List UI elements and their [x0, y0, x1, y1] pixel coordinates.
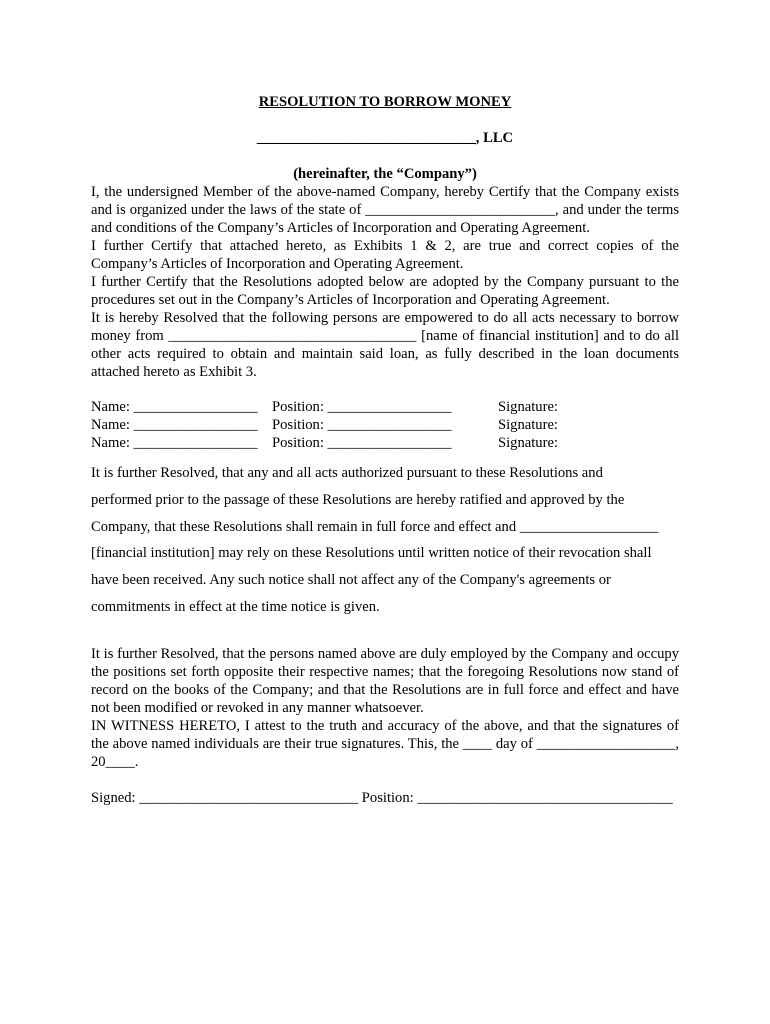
company-definition: (hereinafter, the “Company”)	[293, 166, 477, 182]
paragraph-certify-exhibits: I further Certify that attached hereto, as Exhibits 1 & 2, are true and correct copies of the Company’s Articles of Incorporation and Operating Agreement.	[91, 238, 679, 272]
signatory-signature: Signature:	[498, 417, 558, 433]
text-line: Company, that these Resolutions shall remain in full force and effect and ___________________	[91, 518, 659, 535]
text-line: It is further Resolved, that any and all acts authorized pursuant to these Resolutions and	[91, 465, 603, 481]
signatory-position: Position: _________________	[272, 435, 452, 451]
paragraph-resolved-employment: It is further Resolved, that the persons named above are duly employed by the Company and occupy the positions set forth opposite their respective names; that the foregoing Resolutions now stand of record on the books of the Company; and that the Resolutions are in full force and effect and have not been modified or revoked in any manner whatsoever.	[91, 645, 679, 716]
signatory-signature: Signature:	[498, 399, 558, 415]
signatory-signature: Signature:	[498, 435, 558, 451]
signatory-name: Name: _________________	[91, 399, 258, 415]
document-title: RESOLUTION TO BORROW MONEY	[258, 94, 512, 110]
paragraph-certify-organization: I, the undersigned Member of the above-named Company, hereby Certify that the Company exists and is organized under the laws of the state of __________________________, and under the terms and conditions of the Company’s Articles of Incorporation and Operating Agreement.	[91, 184, 679, 236]
signatory-name: Name: _________________	[91, 435, 258, 451]
signed-position-line: Signed: ______________________________ Position: ___________________________________	[91, 789, 673, 806]
text-line: [financial institution] may rely on these Resolutions until written notice of their revocation shall	[91, 545, 652, 562]
text-line: performed prior to the passage of these Resolutions are hereby ratified and approved by the	[91, 491, 625, 508]
signatory-name: Name: _________________	[91, 417, 258, 433]
signatory-row	[91, 398, 679, 416]
text-line: commitments in effect at the time notice is given.	[91, 598, 380, 615]
document-body	[91, 93, 679, 821]
signatory-row	[91, 416, 679, 434]
signatory-row	[91, 434, 679, 452]
signatory-position: Position: _________________	[272, 417, 452, 433]
llc-name-line: ______________________________, LLC	[256, 130, 514, 146]
signatory-position: Position: _________________	[272, 399, 452, 415]
paragraph-witness: IN WITNESS HERETO, I attest to the truth and accuracy of the above, and that the signatures of the above named individuals are their true signatures. This, the ____ day of ___________________, 20____.	[91, 717, 679, 770]
signatories-table	[91, 398, 679, 452]
paragraph-ratification	[91, 460, 679, 621]
paragraph-certify-resolutions: I further Certify that the Resolutions adopted below are adopted by the Company pursuant to the procedures set out in the Company’s Articles of Incorporation and Operating Agreement.	[91, 274, 679, 308]
text-line: have been received. Any such notice shall not affect any of the Company's agreements or	[91, 572, 611, 589]
paragraph-resolved-borrow: It is hereby Resolved that the following persons are empowered to do all acts necessary to borrow money from __________________________________ [name of financial institution] and to do all other acts required to obtain and maintain said loan, as fully described in the loan documents attached hereto as Exhibit 3.	[91, 310, 679, 380]
